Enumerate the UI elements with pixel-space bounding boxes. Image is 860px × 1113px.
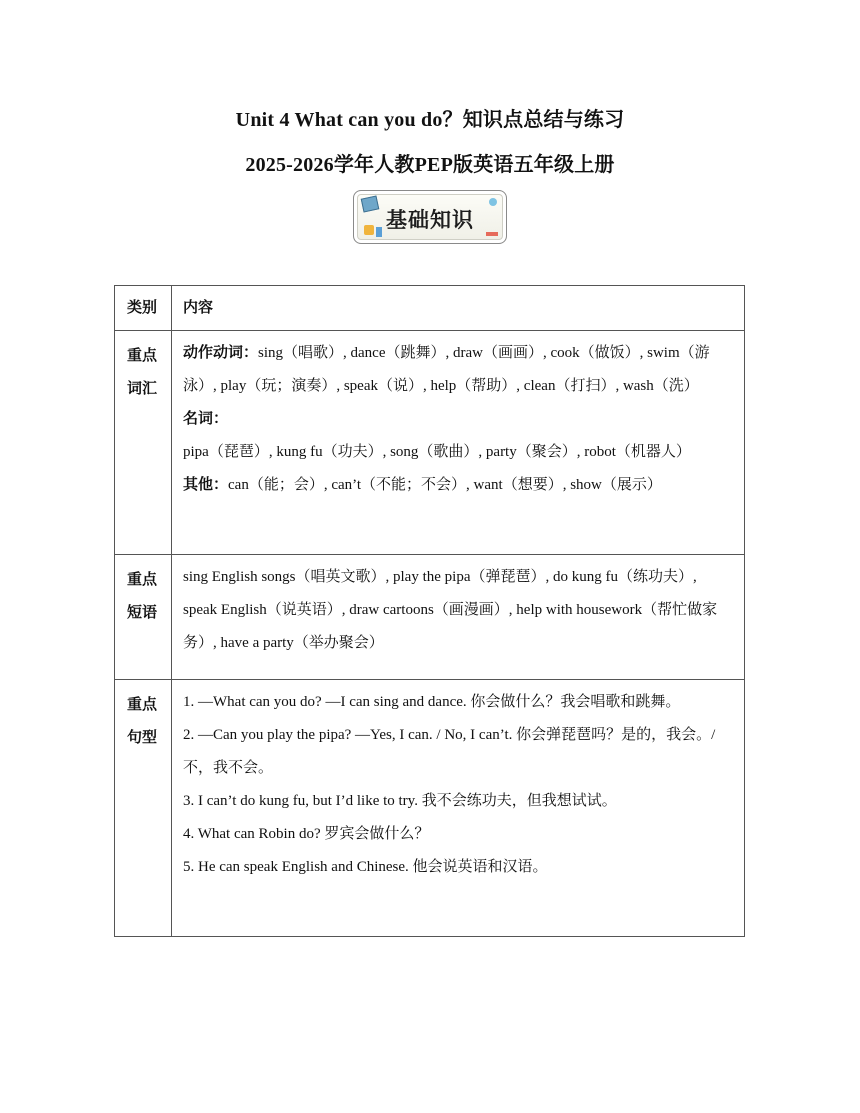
document-title: Unit 4 What can you do？知识点总结与练习 (235, 109, 625, 131)
vocab-verbs: 动作动词：sing（唱歌）, dance（跳舞）, draw（画画）, cook（做饭）, swim（游泳）, play（玩；演奏）, speak（说）, help（帮助）, clean（打扫）, wash（洗） (183, 345, 710, 394)
document-subtitle: 2025-2026学年人教PEP版英语五年级上册 (245, 154, 615, 176)
header-category: 类别 (115, 286, 172, 331)
table-row (115, 680, 745, 937)
table-row (115, 555, 745, 680)
table-row (115, 331, 745, 555)
row-content: sing English songs（唱英文歌）, play the pipa（弹琵琶）, do kung fu（练功夫）, speak English（说英语）, draw cartoons（画漫画）, help with housework（帮忙做家务）, have a party（举办聚会） (172, 555, 745, 680)
vocab-others: 其他：can（能；会）, can’t（不能；不会）, want（想要）, show（展示） (183, 477, 662, 493)
row-content (172, 331, 745, 555)
section-badge (353, 190, 507, 244)
sentence-item: 2. —Can you play the pipa? —Yes, I can. / No, I can’t. 你会弹琵琶吗？是的，我会。/ 不，我不会。 (183, 727, 716, 776)
table-header-row (115, 286, 745, 331)
sentence-item: 5. He can speak English and Chinese. 他会说英语和汉语。 (183, 859, 548, 875)
row-category: 重点词汇 (115, 331, 172, 555)
sentence-item: 4. What can Robin do? 罗宾会做什么？ (183, 826, 430, 842)
row-category: 重点短语 (115, 555, 172, 680)
badge-label: 基础知识 (386, 208, 474, 232)
header-content: 内容 (172, 286, 745, 331)
row-category: 重点句型 (115, 680, 172, 937)
sentence-item: 1. —What can you do? —I can sing and dance. 你会做什么？我会唱歌和跳舞。 (183, 694, 681, 710)
vocab-nouns: 名词：pipa（琵琶）, kung fu（功夫）, song（歌曲）, party（聚会）, robot（机器人） (183, 411, 691, 460)
sentence-item: 3. I can’t do kung fu, but I’d like to try. 我不会练功夫，但我想试试。 (183, 793, 617, 809)
knowledge-table (114, 285, 745, 937)
row-content (172, 680, 745, 937)
